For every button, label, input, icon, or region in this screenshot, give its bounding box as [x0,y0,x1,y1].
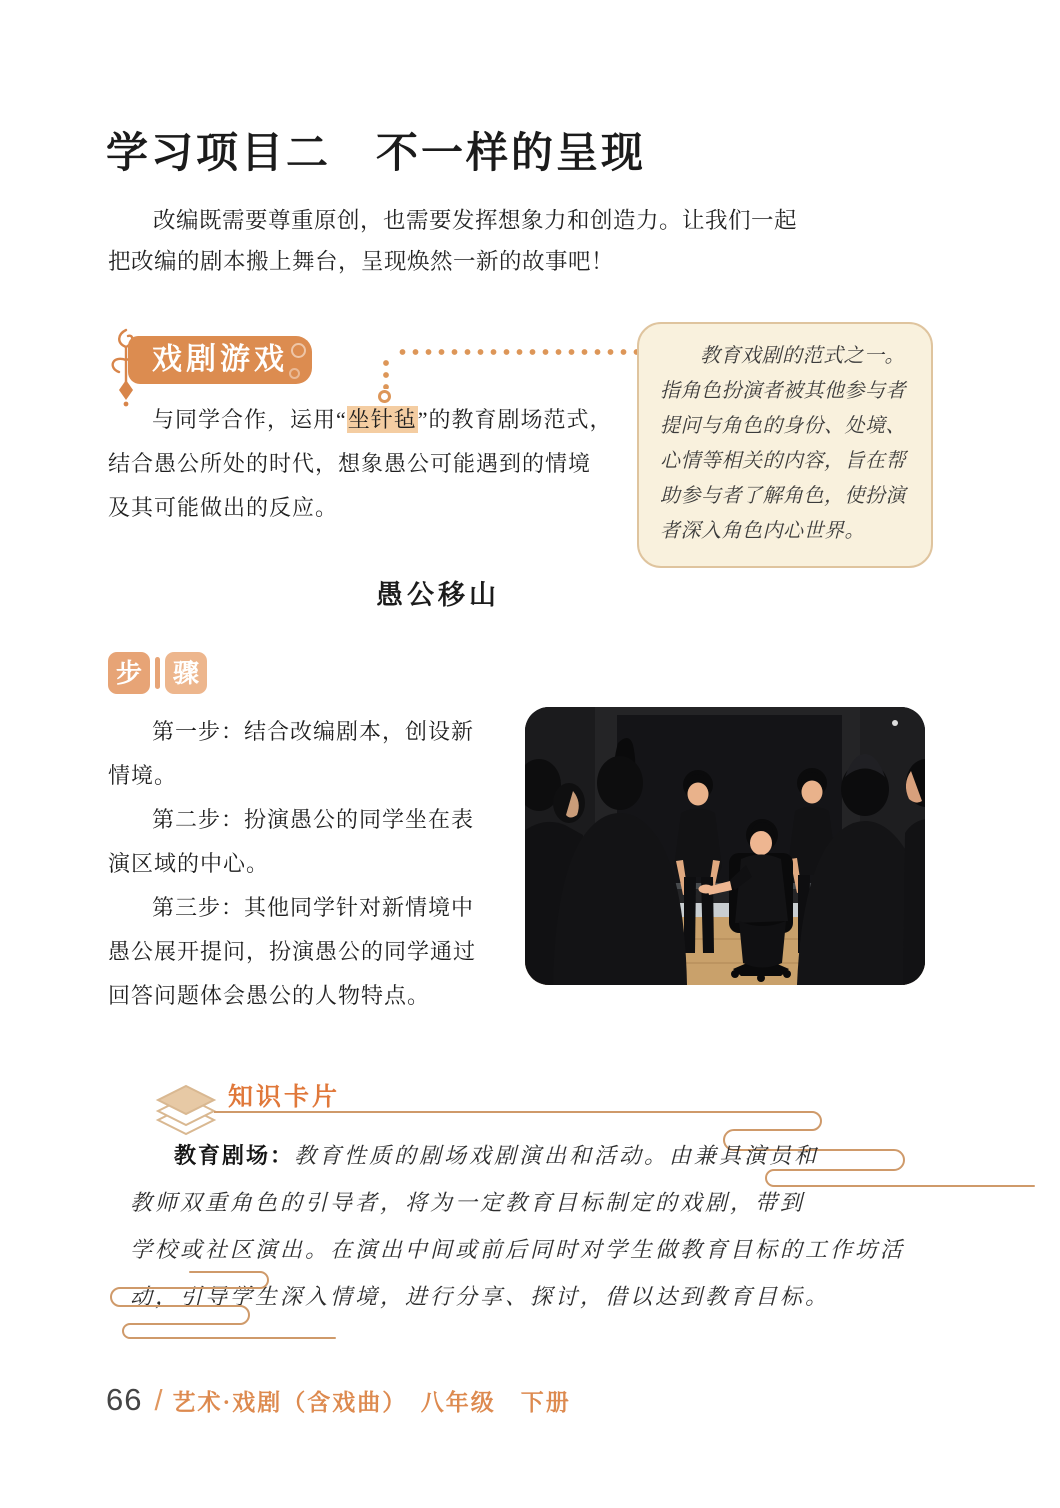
drama-game-badge [128,336,312,384]
steps-list [108,710,496,1018]
step-item-3: 第三步：其他同学针对新情境中愚公展开提问，扮演愚公的同学通过回答问题体会愚公的人物特点。 [108,895,477,1008]
knowledge-card-title: 知识卡片 [228,1083,341,1111]
intro-paragraph: 改编既需要尊重原创，也需要发挥想象力和创造力。让我们一起把改编的剧本搬上舞台，呈现焕然一新的故事吧！ [108,208,798,274]
callout-box [637,322,933,568]
dotted-connector-horizontal [396,347,638,357]
drama-game-badge-label: 戏剧游戏 [152,343,288,376]
photo-scene [525,707,925,985]
steps-label [108,652,207,694]
game-text-after: ”的教育剧场范式，结合愚公所处的时代，想象愚公可能遇到的情境及其可能做出的反应。 [108,407,613,520]
callout-text: 教育戏剧的范式之一。指角色扮演者被其他参与者提问与角色的身份、处境、心情等相关的内容，旨在帮助参与者了解角色，使扮演者深入角色内心世界。 [660,345,906,542]
page-number: 66 [106,1382,143,1417]
highlight-term: 坐针毡 [347,407,417,432]
activity-heading: 愚公移山 [376,580,500,610]
book-info: 艺术·戏剧（含戏曲） 八年级 下册 [172,1390,571,1415]
knowledge-card-term: 教育剧场： [174,1143,295,1168]
knowledge-card-definition: 教育性质的剧场戏剧演出和活动。由兼具演员和教师双重角色的引导者，将为一定教育目标制定的戏剧，带到学校或社区演出。在演出中间或前后同时对学生做教育目标的工作坊活动，引导学生深入情境，进行分享、探讨，借以达到教育目标。 [130,1143,906,1309]
dotted-connector-vertical [381,357,391,389]
game-paragraph [108,398,613,530]
steps-label-char-2: 骤 [165,652,207,694]
steps-label-char-1: 步 [108,652,150,694]
step-item-2: 第二步：扮演愚公的同学坐在表演区域的中心。 [108,807,475,876]
footer-separator: / [154,1385,163,1417]
card-text-wrap-spacer [823,1132,908,1184]
step-item-1: 第一步：结合改编剧本，创设新情境。 [108,719,475,788]
game-text-before: 与同学合作，运用“ [152,407,347,432]
page-title: 学习项目二 不一样的呈现 [106,131,647,177]
cloud-scroll-decoration [90,1264,350,1352]
activity-photo [525,707,925,985]
page-footer [106,1382,571,1418]
steps-label-divider [155,657,160,689]
